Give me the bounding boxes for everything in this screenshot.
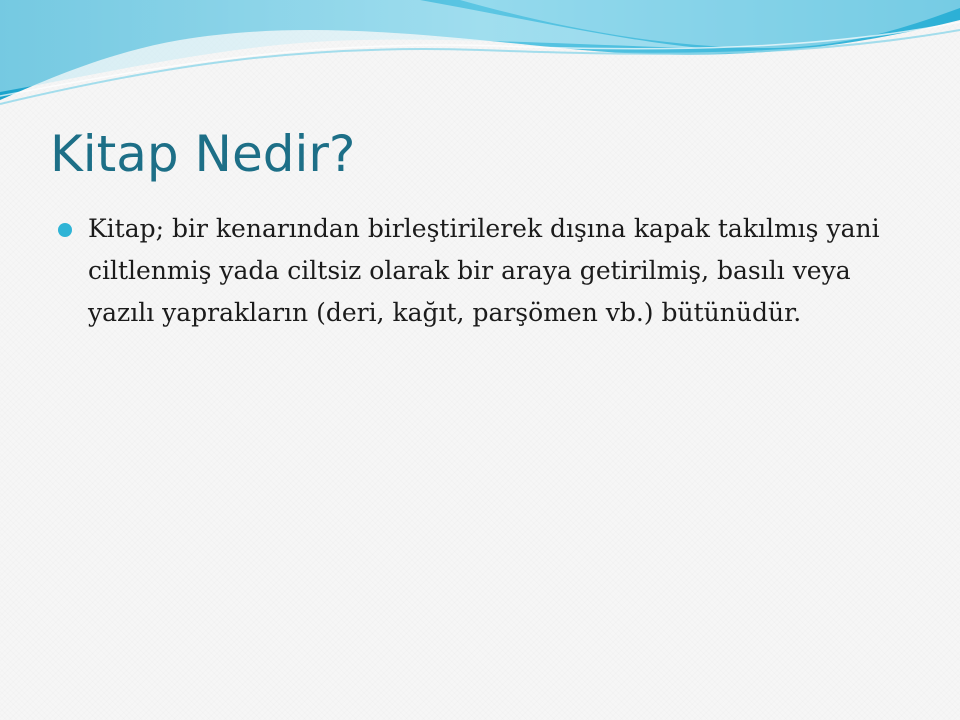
- slide-title: Kitap Nedir?: [50, 125, 356, 183]
- slide-content: [58, 208, 888, 334]
- bullet-dot-icon: [58, 223, 72, 237]
- bullet-text: Kitap; bir kenarından birleştirilerek dışına kapak takılmış yani ciltlenmiş yada ciltsiz olarak bir araya getirilmiş, basılı veya yazılı yaprakların (deri, kağıt, parşömen vb.) bütünüdür.: [88, 214, 880, 327]
- decorative-wave-banner: [0, 0, 960, 120]
- bullet-item: [58, 208, 888, 334]
